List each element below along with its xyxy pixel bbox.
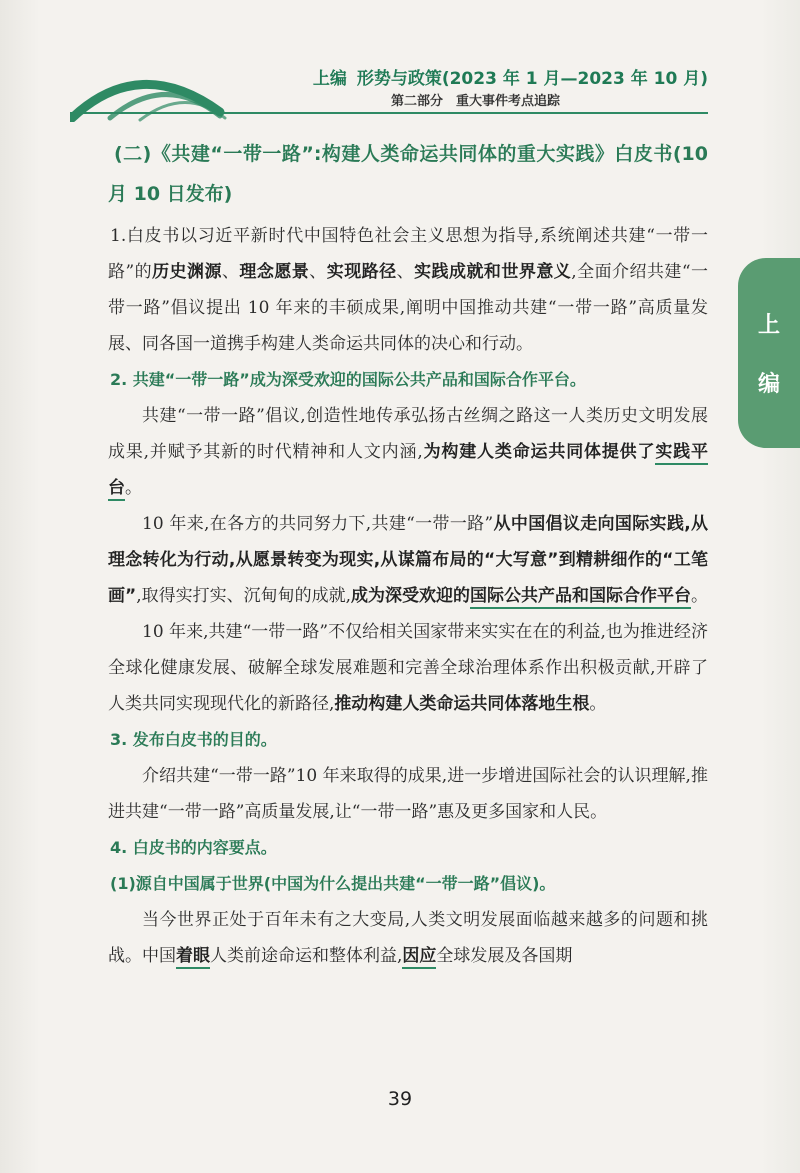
bold-run: 理念愿景 [239,262,310,282]
paragraph-1 [108,218,708,362]
bold-run: 从中国倡议走向国际实践,从理念转化为行动,从愿景转变为现实,从谋篇布局的“大写意”到精耕细作的“工笔画” [108,514,708,606]
underlined-bold-run: 着眼 [176,946,210,969]
bold-run: 推动构建人类命运共同体落地生根 [334,694,590,714]
header-title [313,64,708,89]
text-run: 10 年来,在各方的共同努力下,共建“一带一路” [142,514,494,534]
text-run: 共建“一带一路”倡议,创造性地传承弘扬古丝绸之路这一人类历史文明发展成果,并赋予其新的时代精神和人文内涵, [108,406,708,462]
main-content [108,134,708,974]
bold-run: 历史渊源 [152,262,222,282]
paragraph-5: 介绍共建“一带一路”10 年来取得的成果,进一步增进国际社会的认识理解,推进共建“一带一路”高质量发展,让“一带一路”惠及更多国家和人民。 [108,766,708,822]
text-run: 、 [309,262,327,282]
text-run: ,全面介绍共建“一带一路”倡议提出 10 年来的丰硕成果,阐明中国推动共建“一带一路”高质量发展、同各国一道携手构建人类命运共同体的决心和行动。 [108,262,709,354]
side-tab-char: 编 [757,372,780,397]
paragraph-4 [108,614,708,722]
text-run: 人类前途命运和整体利益, [210,946,403,966]
item-number: 1. [110,226,127,246]
bold-run: 实现路径 [326,262,397,282]
underlined-bold-run: 国际公共产品和国际合作平台 [470,586,691,609]
item-title-4: 4. 白皮书的内容要点。 [110,838,277,857]
bold-run: 成为深受欢迎的 [351,586,470,606]
header-divider [70,112,708,114]
text-run: 。 [589,694,607,714]
underlined-bold-run: 因应 [402,946,436,969]
text-run: 。 [125,478,142,498]
underlined-bold-run: 实践平台 [108,442,708,501]
text-run: 全球发展及各国期 [436,946,573,966]
item-title-3: 3. 发布白皮书的目的。 [110,730,277,749]
paragraph-3 [108,506,708,614]
text-run: 当今世界正处于百年未有之大变局,人类文明发展面临越来越多的问题和挑战。中国 [108,910,708,966]
side-tab-char: 上 [757,313,780,338]
paragraph-6 [108,902,708,974]
item-title-4-1: (1)源自中国属于世界(中国为什么提出共建“一带一路”倡议)。 [110,874,556,893]
paragraph-2 [108,398,708,506]
page-number: 39 [387,1088,413,1110]
header-title-text: 形势与政策(2023 年 1 月—2023 年 10 月) [356,69,708,89]
section-heading: (二)《共建“一带一路”:构建人类命运共同体的重大实践》白皮书(10 月 10 日发布) [108,143,708,205]
text-run: 。 [691,586,708,606]
item-title-2: 2. 共建“一带一路”成为深受欢迎的国际公共产品和国际合作平台。 [110,370,586,389]
header-book: 上编 [312,69,347,89]
text-run: 、 [396,262,415,282]
side-tab [738,258,800,448]
bold-run: 为构建人类命运共同体提供了 [422,442,656,462]
text-run: 10 年来,共建“一带一路”不仅给相关国家带来实实在在的利益,也为推进经济全球化健康发展、破解全球发展难题和完善全球治理体系作出积极贡献,开辟了人类共同实现现代化的新路径, [108,622,708,714]
text-run: ,取得实打实、沉甸甸的成就, [136,586,351,606]
text-run: 、 [221,262,240,282]
bold-run: 实践成就和世界意义 [414,262,572,282]
text-run: 白皮书以习近平新时代中国特色社会主义思想为指导,系统阐述共建“一带一路”的 [108,226,708,282]
header-subtitle: 第二部分 重大事件考点追踪 [390,94,560,109]
